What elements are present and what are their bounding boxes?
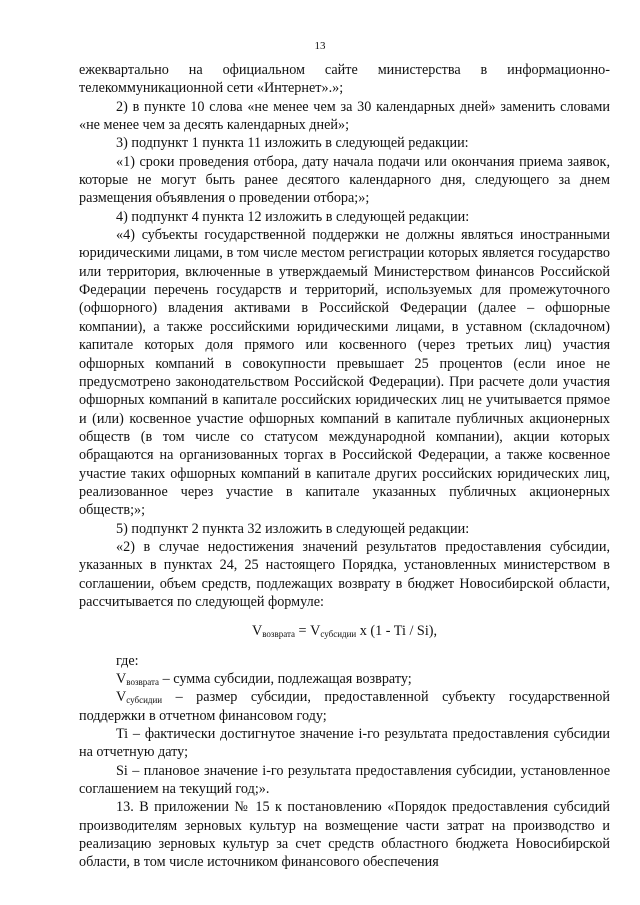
definition-v-return — [79, 670, 610, 688]
paragraph-quote-4: «4) субъекты государственной поддержки не должны являться иностранными юридическими лицами, в том числе местом регистрации которых является государство или территория, включенные в утверждаемый Министерством финансов Российской Федерации перечень государств и территорий, используемых для промежуточного (офшорного) владения активами в Российской Федерации (далее – офшорные компании), а также российскими юридическими лицами, в уставном (складочном) капитале которых доля прямого или косвенного (через третьих лиц) участия офшорных компаний в совокупности превышает 25 процентов (если иное не предусмотрено законодательством Российской Федерации). При расчете доли участия офшорных компаний в капитале российских юридических лиц не учитывается прямое и (или) косвенное участие офшорных компаний в капитале публичных акционерных обществ (в том числе со статусом международной компании), акции которых обращаются на организованных торгах в Российской Федерации, а также косвенное участие таких офшорных компаний в капитале других российских юридических лиц, реализованное через участие в капитале указанных публичных акционерных обществ;»; — [79, 227, 610, 519]
page-number: 13 — [314, 40, 326, 52]
paragraph-quote-1: «1) сроки проведения отбора, дату начала подачи или окончания приема заявок, которые не могут быть ранее десятого календарного дня, следующего за днем размещения объявления о проведении отбора;»; — [79, 153, 610, 207]
definition-v-subsidy-text: – размер субсидии, предоставленной субъекту государственной поддержки в отчетном финансовом году; — [79, 689, 610, 724]
refund-formula — [79, 622, 610, 640]
formula-v-return: V — [251, 623, 263, 640]
where-label: где: — [116, 652, 139, 669]
formula-v-subsidy: V — [310, 623, 321, 640]
paragraph-item-4: 4) подпункт 4 пункта 12 изложить в следующей редакции: — [116, 208, 470, 225]
paragraph-item-3: 3) подпункт 1 пункта 11 изложить в следующей редакции: — [116, 135, 469, 152]
paragraph-quote-2: «2) в случае недостижения значений результатов предоставления субсидии, указанных в пунктах 24, 25 настоящего Порядка, установленных министерством в соглашении, объем средств, подлежащих возврату в бюджет Новосибирской области, рассчитывается по следующей формуле: — [79, 538, 610, 610]
definition-ti: Ti – фактически достигнутое значение i-го результата предоставления субсидии на отчетную дату; — [79, 726, 610, 761]
definition-si: Si – плановое значение i-го результата предоставления субсидии, установленное соглашением на текущий год;». — [79, 762, 610, 798]
formula-equals: = — [295, 623, 311, 640]
formula-sub-return: возврата — [262, 629, 295, 640]
definition-v-subsidy — [79, 688, 610, 725]
definition-v-return-text: – сумма субсидии, подлежащая возврату; — [159, 671, 412, 687]
formula-rest: x (1 - Ti / Si), — [356, 623, 438, 640]
paragraph-item-13: 13. В приложении № 15 к постановлению «Порядок предоставления субсидий производителям зерновых культур на возмещение части затрат на производство и реализацию зерновых культур за счет средств областного бюджета Новосибирской области, в том числе источником финансового обеспечения — [79, 799, 610, 871]
definition-v-return-sub: возврата — [126, 677, 160, 687]
paragraph-continuation: ежеквартально на официальном сайте министерства в информационно-телекоммуникационной сети «Интернет».»; — [79, 62, 610, 97]
paragraph-item-2: 2) в пункте 10 слова «не менее чем за 30 календарных дней» заменить словами «не менее чем за десять календарных дней»; — [79, 98, 610, 134]
paragraph-item-5: 5) подпункт 2 пункта 32 изложить в следующей редакции: — [116, 520, 470, 537]
document-body — [79, 61, 610, 872]
formula-sub-subsidy: субсидии — [320, 629, 357, 640]
definition-v-subsidy-symbol: V — [116, 689, 127, 706]
definition-v-symbol: V — [116, 671, 127, 687]
definition-v-subsidy-sub: субсидии — [126, 695, 163, 706]
